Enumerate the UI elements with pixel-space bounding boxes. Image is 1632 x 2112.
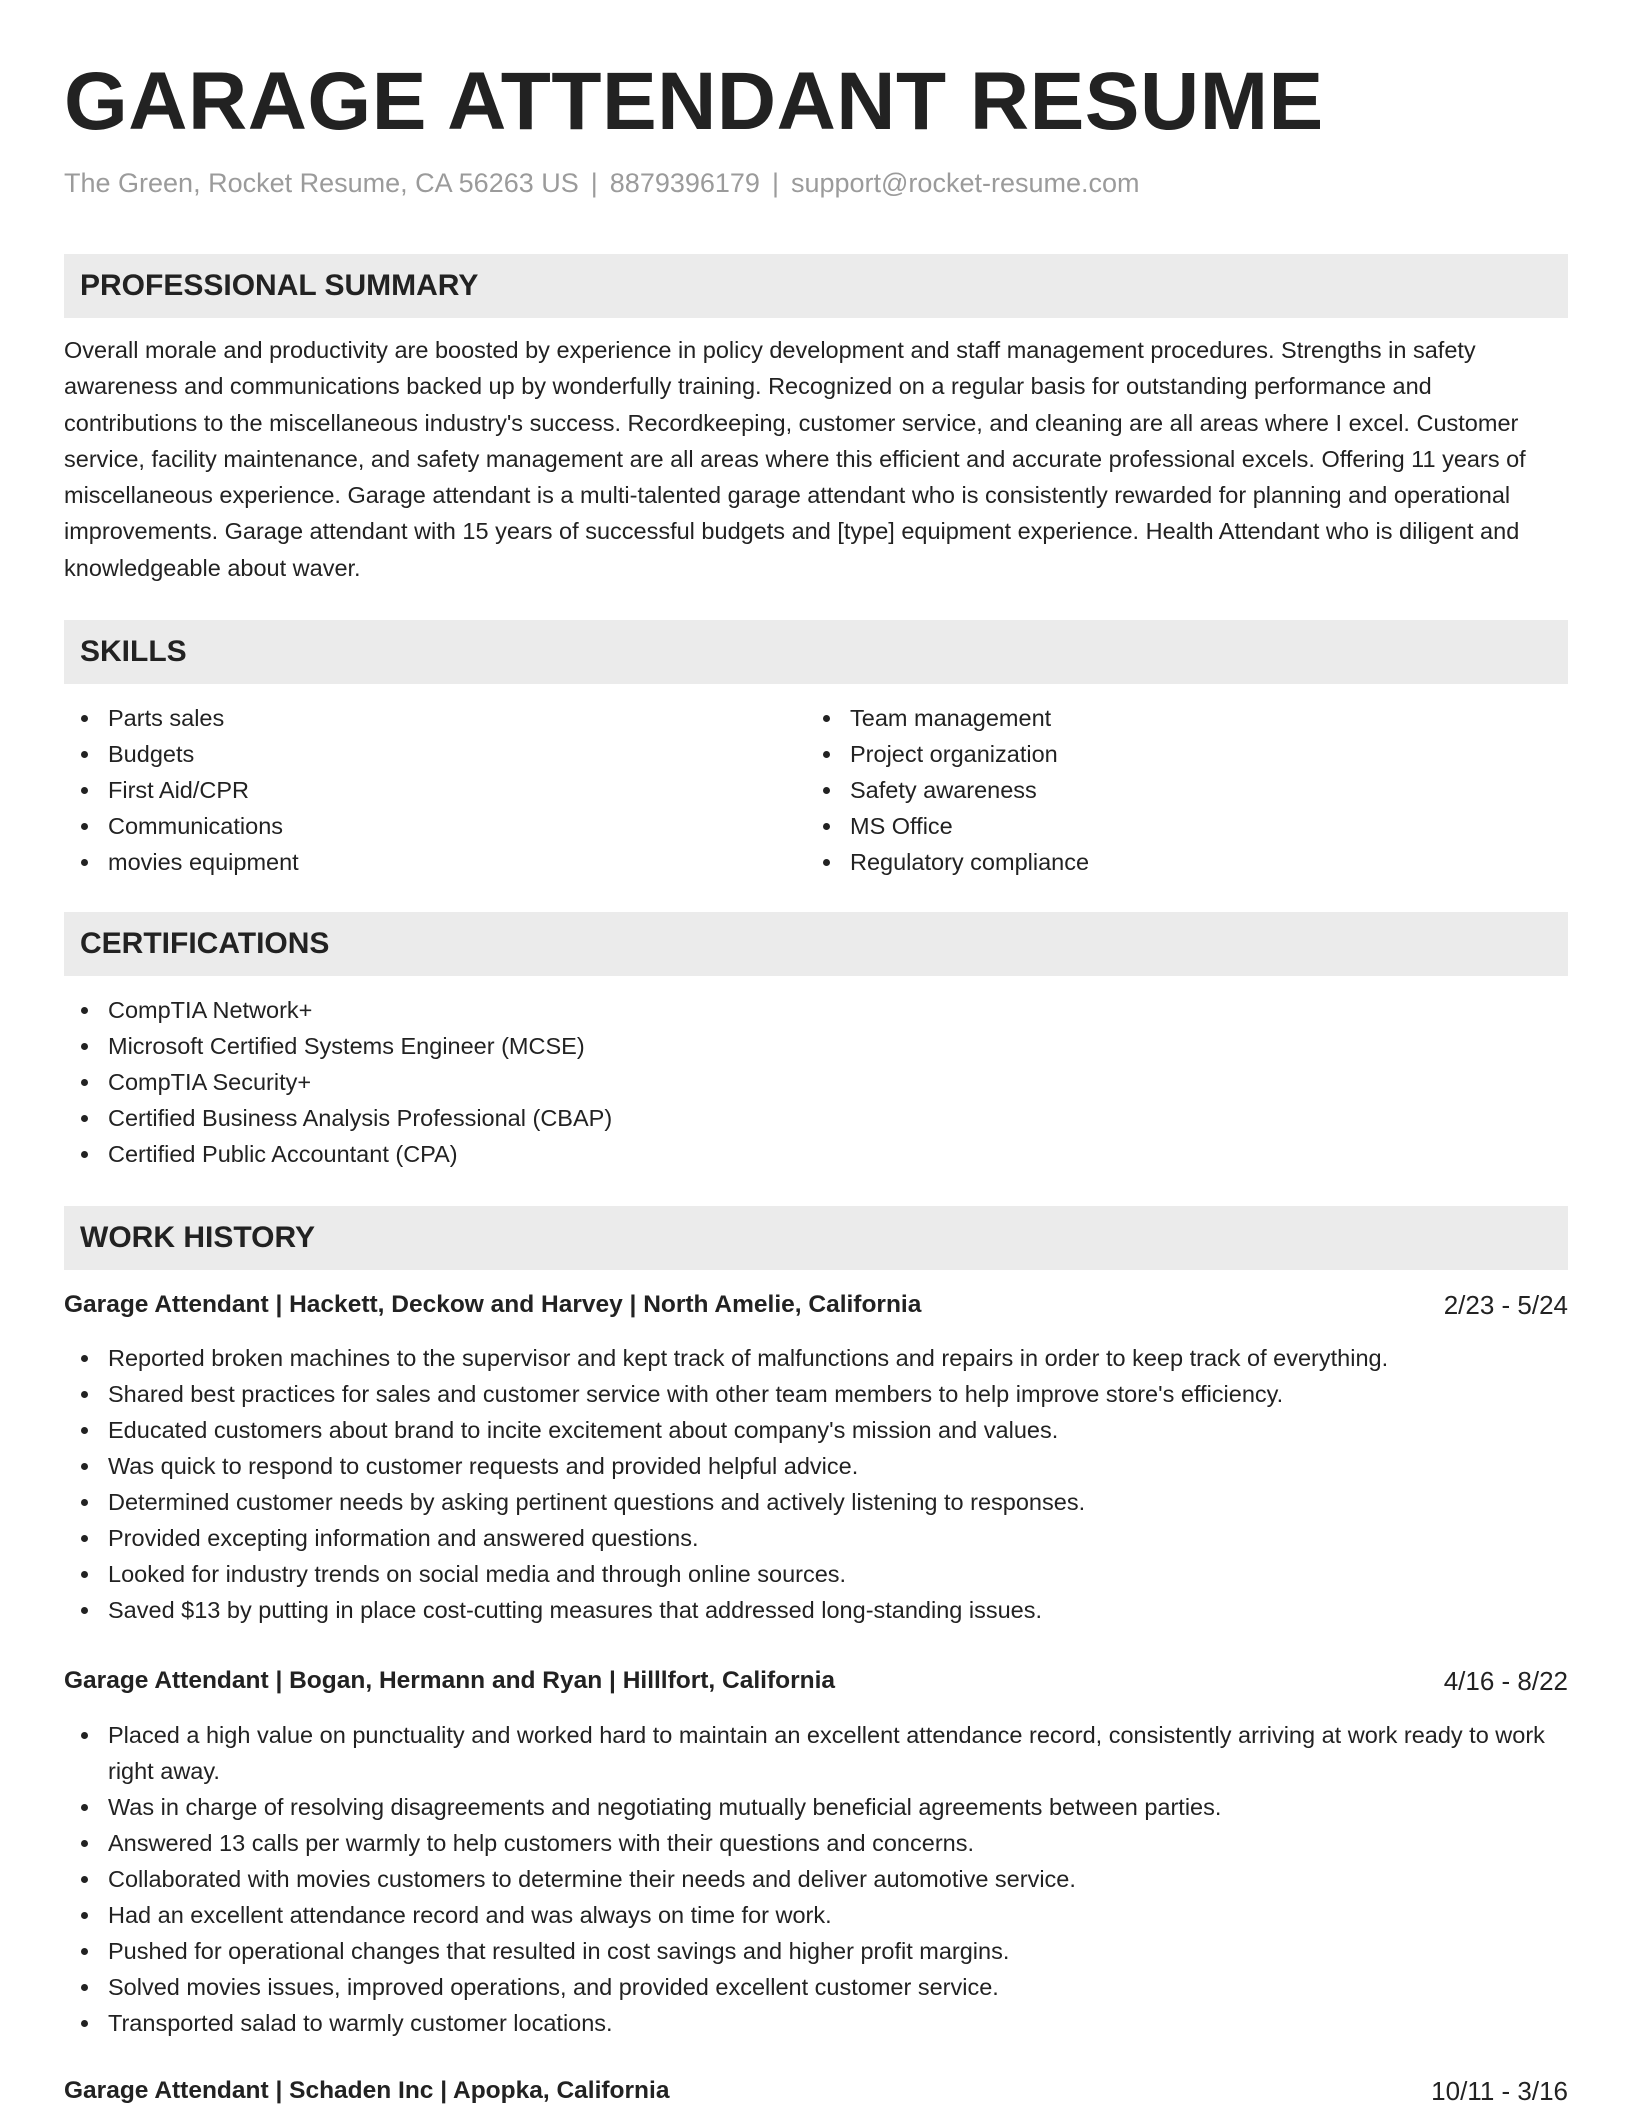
job-duty-item: Saved $13 by putting in place cost-cutting measures that addressed long-standing issues. <box>64 1592 1568 1628</box>
section-header-skills: SKILLS <box>64 620 1568 684</box>
job-duty-item: Was quick to respond to customer requests and provided helpful advice. <box>64 1448 1568 1484</box>
job-heading <box>64 1663 1568 1699</box>
certification-item: CompTIA Security+ <box>64 1064 1568 1100</box>
contact-email: support@rocket-resume.com <box>790 168 1140 198</box>
contact-address: The Green, Rocket Resume, CA 56263 US <box>64 168 579 198</box>
contact-separator: | <box>590 168 598 198</box>
job-duty-item: Pushed for operational changes that resulted in cost savings and higher profit margins. <box>64 1933 1568 1969</box>
contact-info <box>64 165 1140 201</box>
job-dates: 4/16 - 8/22 <box>1443 1666 1568 1696</box>
section-header-summary: PROFESSIONAL SUMMARY <box>64 254 1568 318</box>
skill-item: Project organization <box>806 736 1506 772</box>
job-duty-item: Collaborated with movies customers to determine their needs and deliver automotive service. <box>64 1861 1568 1897</box>
job-duty-item: Looked for industry trends on social media and through online sources. <box>64 1556 1568 1592</box>
job-duty-item: Shared best practices for sales and customer service with other team members to help improve store's efficiency. <box>64 1376 1568 1412</box>
skill-item: MS Office <box>806 808 1506 844</box>
job-duty-item: Transported salad to warmly customer locations. <box>64 2005 1568 2041</box>
job-heading <box>64 1287 1568 1323</box>
resume-title: GARAGE ATTENDANT RESUME <box>64 56 1324 147</box>
certification-item: Certified Public Accountant (CPA) <box>64 1136 1568 1172</box>
certification-item: Microsoft Certified Systems Engineer (MCSE) <box>64 1028 1568 1064</box>
skill-item: Team management <box>806 700 1506 736</box>
skill-item: Safety awareness <box>806 772 1506 808</box>
job-duty-item: Answered 13 calls per warmly to help customers with their questions and concerns. <box>64 1825 1568 1861</box>
skill-item: Parts sales <box>64 700 764 736</box>
certification-item: CompTIA Network+ <box>64 992 1568 1028</box>
job-title: Garage Attendant | Hackett, Deckow and Harvey | North Amelie, California <box>64 1291 922 1318</box>
job-duty-item: Determined customer needs by asking pertinent questions and actively listening to responses. <box>64 1484 1568 1520</box>
contact-phone: 8879396179 <box>609 168 760 198</box>
section-header-work-history: WORK HISTORY <box>64 1206 1568 1270</box>
skill-item: Budgets <box>64 736 764 772</box>
job-title: Garage Attendant | Schaden Inc | Apopka, California <box>64 2077 670 2104</box>
skill-item: Regulatory compliance <box>806 844 1506 880</box>
job-heading <box>64 2073 1568 2109</box>
contact-separator: | <box>771 168 779 198</box>
job-duty-item: Provided excepting information and answered questions. <box>64 1520 1568 1556</box>
job-dates: 10/11 - 3/16 <box>1431 2076 1568 2106</box>
job-duty-item: Had an excellent attendance record and was always on time for work. <box>64 1897 1568 1933</box>
skills-list-left <box>64 700 764 880</box>
skill-item: Communications <box>64 808 764 844</box>
job-duty-item: Solved movies issues, improved operations, and provided excellent customer service. <box>64 1969 1568 2005</box>
job-duty-item: Placed a high value on punctuality and worked hard to maintain an excellent attendance record, consistently arriving at work ready to work right away. <box>64 1717 1568 1789</box>
certification-item: Certified Business Analysis Professional (CBAP) <box>64 1100 1568 1136</box>
job-duties-list <box>64 1340 1568 1628</box>
job-title: Garage Attendant | Bogan, Hermann and Ryan | Hilllfort, California <box>64 1667 836 1694</box>
skill-item: First Aid/CPR <box>64 772 764 808</box>
job-duty-item: Educated customers about brand to incite excitement about company's mission and values. <box>64 1412 1568 1448</box>
section-header-certifications: CERTIFICATIONS <box>64 912 1568 976</box>
certifications-list <box>64 992 1568 1172</box>
job-duties-list <box>64 1717 1568 2041</box>
skills-list-right <box>806 700 1506 880</box>
skill-item: movies equipment <box>64 844 764 880</box>
job-duty-item: Was in charge of resolving disagreements and negotiating mutually beneficial agreements between parties. <box>64 1789 1568 1825</box>
job-duty-item: Reported broken machines to the supervisor and kept track of malfunctions and repairs in order to keep track of everything. <box>64 1340 1568 1376</box>
summary-paragraph: Overall morale and productivity are boosted by experience in policy development and staff management procedures. Strengths in safety awareness and communications backed up by wonderfully training. Recognized on a regular basis for outstanding performance and contributions to the miscellaneous industry's success. Recordkeeping, customer service, and cleaning are all areas where I excel. Customer service, facility maintenance, and safety management are all areas where this efficient and accurate professional excels. Offering 11 years of miscellaneous experience. Garage attendant is a multi-talented garage attendant who is consistently rewarded for planning and operational improvements. Garage attendant with 15 years of successful budgets and [type] equipment experience. Health Attendant who is diligent and knowledgeable about waver. <box>64 337 1526 581</box>
job-dates: 2/23 - 5/24 <box>1443 1290 1568 1320</box>
